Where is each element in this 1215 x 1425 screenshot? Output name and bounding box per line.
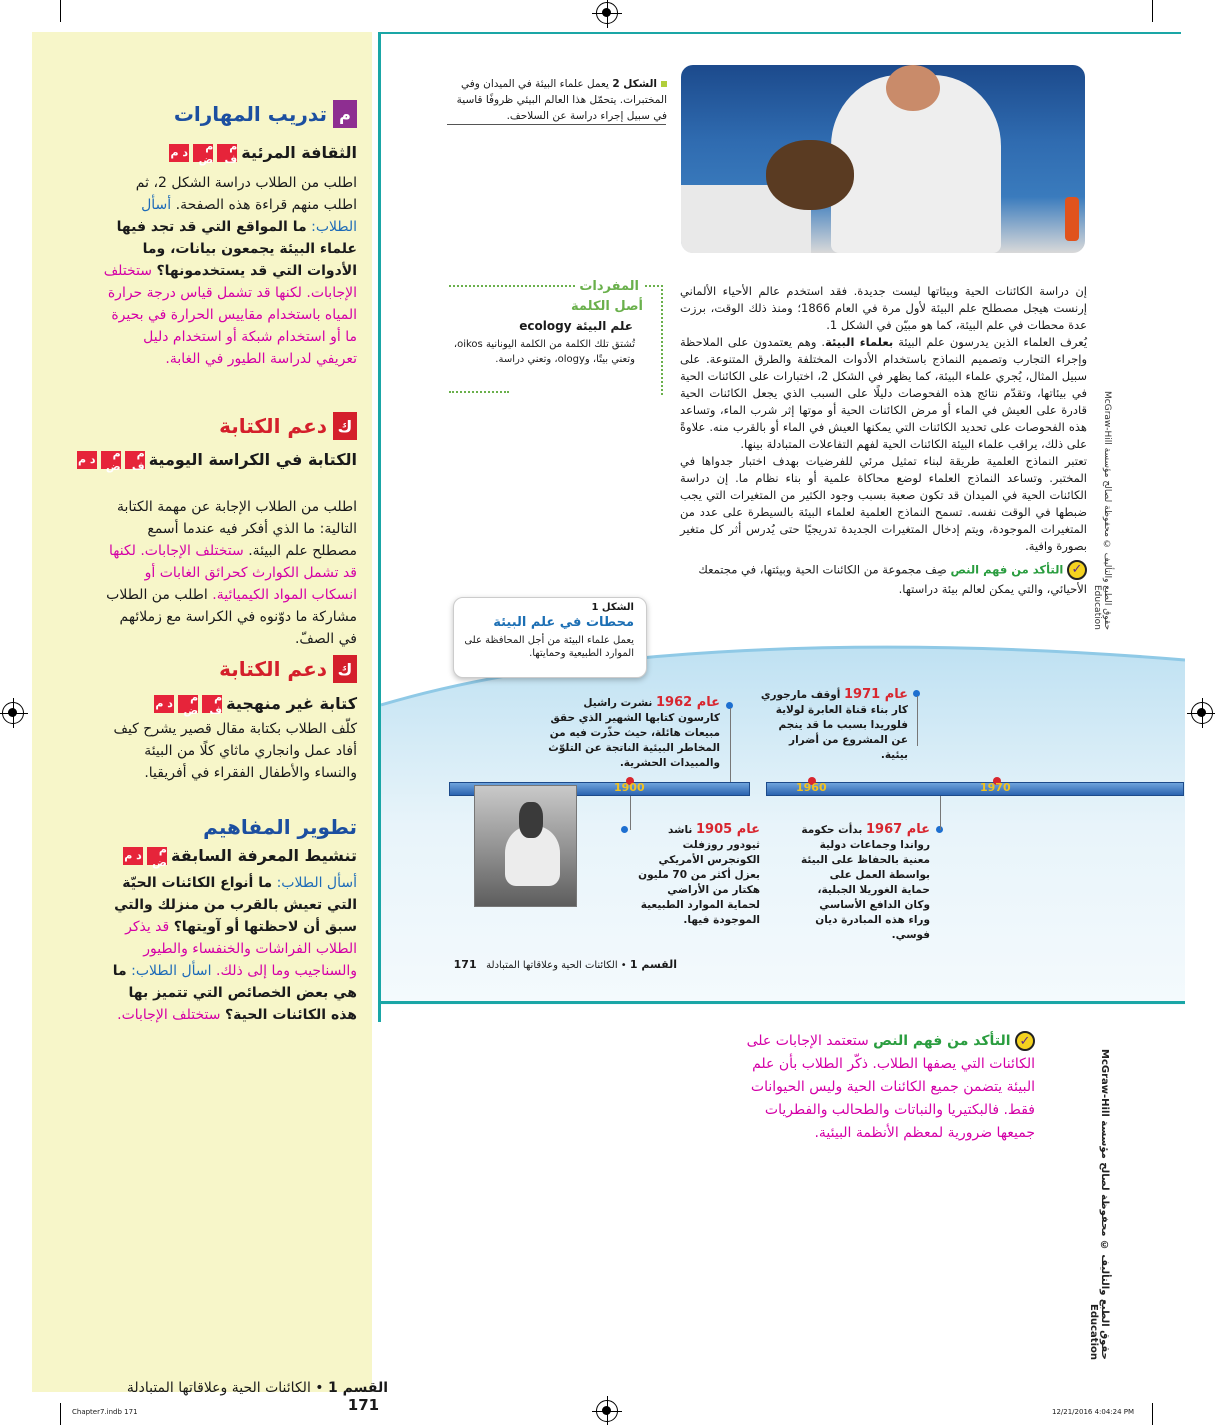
- writing-badge: ك: [333, 655, 357, 683]
- timeline-event-1971: [760, 687, 908, 763]
- footer-title: الكائنات الحية وعلاقاتها المتبادلة: [486, 960, 618, 971]
- crop-mark: [1152, 1403, 1153, 1425]
- skill-subhead: [169, 139, 357, 166]
- timeline-event-1905: [632, 822, 760, 928]
- vocabulary-box: [449, 279, 663, 395]
- answer-text: قد يذكر الطلاب الفراشات والخنفساء والطيور والسناجيب وما إلى ذلك.: [125, 919, 357, 979]
- figure-1-description: يعمل علماء البيئة من أجل المحافظة على الموارد الطبيعية وحمايتها.: [464, 635, 634, 659]
- footer-title: الكائنات الحية وعلاقاتها المتبادلة: [126, 1380, 311, 1396]
- figure-2-caption: [447, 76, 667, 124]
- event-text: أوقف مارجوري كار بناء قناة العابرة لولاية فلوريدا بسبب ما قد ينجم عن المشروع من أضرار بيئية.: [760, 689, 908, 761]
- footer-page-number: 171: [347, 1396, 380, 1414]
- timeline-year-1960: 1960: [796, 781, 827, 794]
- ask-question: ما هي بعض الخصائص التي تتميز بها هذه الكائنات الحية؟: [112, 963, 357, 1023]
- level-tag: د م: [169, 144, 189, 162]
- vocab-description: تُشتق تلك الكلمة من الكلمة اليونانية oikos، وتعني بيتًا، وology، وتعني دراسة.: [453, 339, 635, 365]
- footer-page-number: 171: [453, 958, 477, 971]
- level-tag: م ض: [147, 847, 167, 865]
- ask-question: ما المواقع التي قد تجد فيها علماء البيئة يجمعون بيانات، وما الأدوات التي قد يستخدمونها؟: [116, 219, 357, 279]
- skill-badge: م: [333, 100, 357, 128]
- concepts-subhead: [123, 842, 357, 869]
- event-marker: [621, 826, 628, 833]
- ask-label: أسأل الطلاب:: [141, 197, 357, 235]
- level-tag: م ض: [193, 144, 213, 162]
- event-year: عام 1971: [843, 687, 908, 702]
- skill-title: تدريب المهارات: [173, 102, 327, 126]
- check-mark-icon: ✓: [1067, 560, 1087, 580]
- crop-mark: [60, 1403, 61, 1425]
- ask-label: اسأل الطلاب:: [131, 963, 212, 979]
- writing-instruction: اطلب من الطلاب الإجابة عن مهمة الكتابة التالية: ما الذي أفكر فيه عندما أسمع مصطلح علم البيئة.: [117, 499, 357, 559]
- event-connector: [917, 696, 918, 746]
- paragraph-3: تعتبر النماذج العلمية طريقة لبناء تمثيل مرئي للفرضيات بهدف اختبار جدواها في المختبر. وتساعد النماذج العلماء لوضع محاكاة علمية أو بناء نظام ما. إن دراسة الكائنات الحية في الميدان قد تكون صعبة بسبب وجود الكثير من المتغيرات التي يجب ضبطها في الوقت نفسه. تسمح النماذج العلمية لعلماء البيئة بالسيطرة على عدد من المتغيرات الموجودة، ويتم إدخال المتغيرات الجديدة تدريجيًا حتى يُدرس أثر كل متغير بصورة وافية.: [680, 454, 1087, 553]
- level-tag: د م: [154, 695, 174, 713]
- level-tag: م ف: [217, 144, 237, 162]
- figure-1-callout: [453, 597, 647, 678]
- crop-mark: [1152, 0, 1153, 22]
- scientist-turtle-photo: [681, 65, 1085, 253]
- timeline-year-1970: 1970: [980, 781, 1011, 794]
- concepts-heading: [203, 815, 357, 839]
- level-tag: م ف: [125, 451, 145, 469]
- timeline-event-1967: [800, 822, 930, 943]
- writing-followup: اطلب من الطلاب مشاركة ما دوّنوه في الكراسة مع زملائهم في الصفّ.: [106, 587, 357, 647]
- figure-1-label: الشكل 1: [591, 602, 634, 613]
- writing-body-1: [102, 496, 357, 650]
- paragraph-1: إن دراسة الكائنات الحية وبيئاتها ليست جديدة. فقد استخدم عالم الأحياء الألماني إرنست هيجل مصطلح علم البيئة لأول مرة في العام 1866؛ ومنذ ذلك الوقت، برزت عدة محطات في علم البيئة، كما هو مبيّن في الشكل 1.: [680, 284, 1087, 332]
- writing-title: دعم الكتابة: [219, 414, 327, 438]
- main-body-text: [680, 283, 1087, 555]
- writing-subhead-text: كتابة غير منهجية: [226, 694, 357, 713]
- registration-mark: [596, 1400, 618, 1422]
- skill-subhead-text: الثقافة المرئية: [241, 143, 357, 162]
- vocab-border: [449, 391, 509, 393]
- writing-badge: ك: [333, 412, 357, 440]
- answer-text: ستختلف الإجابات.: [117, 1007, 221, 1023]
- caption-rule: [447, 124, 666, 125]
- writing-subhead-1: [77, 446, 357, 473]
- vocab-heading: المفردات: [575, 279, 643, 294]
- registration-mark: [2, 702, 24, 724]
- reading-check-text: صِف مجموعة من الكائنات الحية وبيئتها، في مجتمعك الأحيائي، والتي يمكن لعالم بيئة دراستها.: [698, 562, 1087, 596]
- ask-label: أسأل الطلاب:: [276, 875, 357, 891]
- writing-title: دعم الكتابة: [219, 657, 327, 681]
- crop-mark: [60, 0, 61, 22]
- registration-mark: [1191, 702, 1213, 724]
- level-tag: م ض: [178, 695, 198, 713]
- paragraph-2-rest: . وهم يعتمدون على الملاحظة وإجراء التجارب وتصميم النماذج باستخدام الأدوات المختلفة والطرق المتنوعة. على سبيل المثال، يُجري علماء البيئة، كما يظهر في الشكل 2، اختبارات على الكائنات الحية في بيئاتها، وتقدّم نتائج هذه الفحوصات دليلًا على السبب الذي يجعل الكائنات الحية قادرة على العيش في الماء أو مرض الكائنات الحية أو موتها إثر شرب الماء، وتساعد هذه الفحوصات على تحديد الكائنات التي يمكنها العيش في الماء أو بالقرب منه. علاوةً على ذلك، يراقب علماء البيئة الكائنات الحية لفهم التفاعلات المتبادلة بينها.: [680, 335, 1087, 451]
- answer-text: لكنها قد تشمل قياس درجة حرارة المياه باستخدام مقاييس الحرارة في بحيرة ما أو استخدام شبكة أو استخدام دليل تعريفي لدراسة الطيور في الغابة.: [107, 285, 357, 367]
- timeline-year-1900: 1900: [614, 781, 645, 794]
- concepts-subhead-text: تنشيط المعرفة السابقة: [170, 846, 357, 865]
- timeline-event-1962: [545, 695, 720, 771]
- writing-body-2: [102, 718, 357, 784]
- writing-subhead-text: الكتابة في الكراسة اليومية: [148, 450, 357, 469]
- check-mark-icon: ✓: [1015, 1031, 1035, 1051]
- print-slug-file: Chapter7.indb 171: [72, 1408, 138, 1416]
- answer-label: التأكد من فهم النص: [873, 1033, 1011, 1049]
- writing-instruction: كلّف الطلاب بكتابة مقال قصير يشرح كيف أفاد عمل وانجاري ماثاي كلًا من البيئة والنساء والأطفال الفقراء في أفريقيا.: [113, 721, 357, 781]
- caption-marker-icon: [661, 81, 667, 87]
- level-tag: م ف: [202, 695, 222, 713]
- writing-answer: ستختلف الإجابات. لكنها قد تشمل الكوارث كحرائق الغابات أو انسكاب المواد الكيميائية.: [108, 543, 357, 603]
- event-connector: [940, 796, 941, 830]
- reading-check-answer: [730, 1030, 1035, 1145]
- roosevelt-horse-photo: [474, 785, 577, 907]
- writing-subhead-2: [154, 690, 357, 717]
- skill-heading: [174, 100, 357, 128]
- footer-section: القسم 1: [328, 1380, 388, 1396]
- ask-question: ما أنواع الكائنات الحيّة التي تعيش بالقرب من منزلك والتي سبق أن لاحظتها أو آويتها؟: [114, 875, 357, 935]
- concepts-body: [102, 872, 357, 1026]
- student-page-footer: القسم 1 • الكائنات الحية وعلاقاتها المتبادلة 171: [453, 958, 677, 971]
- key-term: بعلماء البيئة: [825, 335, 894, 349]
- writing-heading-1: [219, 412, 357, 440]
- concepts-title: تطوير المفاهيم: [203, 815, 357, 839]
- paragraph-2: [680, 334, 1087, 453]
- figure-2-text: يعمل علماء البيئة في الميدان وفي المختبرات. يتحمّل هذا العالم البيئي ظروفًا قاسية في سبيل إجراء دراسة عن السلاحف.: [456, 78, 667, 122]
- event-text: نشرت راشيل كارسون كتابها الشهير الذي حقق مبيعات هائلة، حيث حذّرت فيه من المخاطر البيئية الناتجة عن التلوّث والمبيدات الحشرية.: [548, 697, 720, 769]
- timeline-bar-segment: [766, 782, 1184, 796]
- level-tag: م ض: [101, 451, 121, 469]
- level-tag: د م: [77, 451, 97, 469]
- writing-heading-2: [219, 655, 357, 683]
- page-footer: القسم 1 • الكائنات الحية وعلاقاتها المتبادلة 171: [126, 1380, 388, 1414]
- publisher-credit: حقوق الطبع والتأليف © محفوظة لصالح مؤسسة McGraw-Hill Education: [1088, 1049, 1110, 1360]
- footer-section: القسم 1: [629, 958, 677, 971]
- reading-check: [680, 560, 1087, 598]
- publisher-credit-small: حقوق الطبع والتأليف © محفوظة لصالح مؤسسة McGraw-Hill Education: [1092, 390, 1112, 630]
- event-text: ناشد ثيودور روزفلت الكونجرس الأمريكي بعزل أكثر من 70 مليون هكتار من الأراضي لحماية الموارد الطبيعية الموجودة فيها.: [638, 824, 760, 926]
- event-year: عام 1967: [865, 822, 930, 837]
- vocab-subheading: أصل الكلمة: [571, 299, 643, 314]
- vocab-word: علم البيئة ecology: [519, 319, 633, 333]
- event-year: عام 1962: [655, 695, 720, 710]
- event-connector: [630, 796, 631, 830]
- paragraph-2-lead: يُعرف العلماء الذين يدرسون علم البيئة: [898, 335, 1088, 349]
- event-text: بدأت حكومة رواندا وجماعات دولية معنية بالحفاظ على البيئة بواسطة العمل على حماية الغوريلا الجبلية، وكان الدافع الأساسي وراء هذه المبادرة ديان فوسي.: [801, 824, 930, 941]
- figure-2-label: الشكل 2: [612, 78, 657, 90]
- event-year: عام 1905: [695, 822, 760, 837]
- level-tag: د م: [123, 847, 143, 865]
- answer-lead: ستختلف الإجابات.: [103, 263, 357, 301]
- top-rule: [381, 32, 1181, 34]
- answer-text: ستعتمد الإجابات على الكائنات التي يصفها الطلاب. ذكّر الطلاب بأن علم البيئة يتضمن جميع الكائنات الحية وليس الحيوانات فقط. فالبكتيريا والنباتات والطحالب والفطريات جميعها ضرورية لمعظم الأنظمة البيئية.: [746, 1033, 1035, 1141]
- registration-mark: [596, 2, 618, 24]
- skill-body: [102, 172, 357, 370]
- event-connector: [730, 708, 731, 782]
- print-slug-date: 12/21/2016 4:04:24 PM: [1052, 1408, 1135, 1416]
- figure-1-title: محطات في علم البيئة: [493, 615, 634, 630]
- skill-instruction: اطلب من الطلاب دراسة الشكل 2، ثم اطلب منهم قراءة هذه الصفحة.: [135, 175, 357, 213]
- bottom-rule: [381, 1001, 1185, 1004]
- reading-check-label: التأكد من فهم النص: [950, 562, 1064, 577]
